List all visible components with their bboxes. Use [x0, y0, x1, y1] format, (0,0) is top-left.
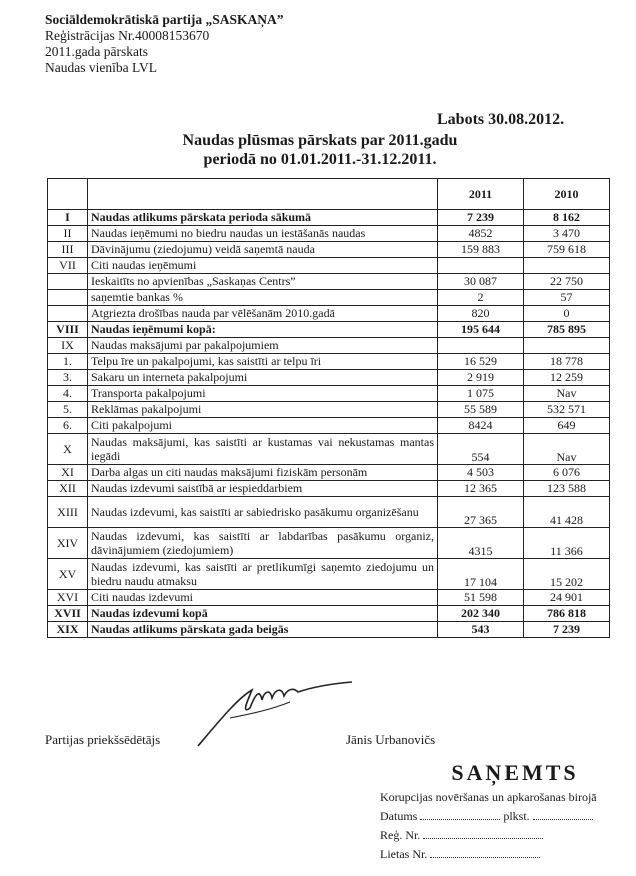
value-2011: 8424 [438, 418, 524, 434]
row-description: Reklāmas pakalpojumi [88, 402, 438, 418]
row-description: Atgriezta drošības nauda par vēlēšanām 2010.gadā [88, 306, 438, 322]
row-number: 1. [48, 354, 88, 370]
value-2010: Nav [524, 386, 610, 402]
value-2011: 55 589 [438, 402, 524, 418]
cash-flow-table [47, 178, 610, 638]
value-2010: 3 470 [524, 226, 610, 242]
row-number: 5. [48, 402, 88, 418]
value-2010: 532 571 [524, 402, 610, 418]
value-2011: 12 365 [438, 481, 524, 497]
row-number: XIII [48, 497, 88, 528]
row-description: Naudas maksājumi, kas saistīti ar kustamas vai nekustamas mantas iegādi [88, 434, 438, 465]
signature [190, 680, 360, 752]
value-2010: 786 818 [524, 606, 610, 622]
row-number: II [48, 226, 88, 242]
value-2010: 22 750 [524, 274, 610, 290]
row-description: Naudas izdevumi kopā [88, 606, 438, 622]
table-row [48, 226, 610, 242]
row-description: Ieskaitīts no apvienības „Saskaņas Centrs” [88, 274, 438, 290]
row-description: Naudas ieņēmumi no biedru naudas un iestāšanās naudas [88, 226, 438, 242]
row-description: Citi naudas izdevumi [88, 590, 438, 606]
row-number: XIV [48, 528, 88, 559]
value-2011: 4 503 [438, 465, 524, 481]
table-row [48, 354, 610, 370]
row-number: I [48, 210, 88, 226]
stamp-date-label: Datums [380, 809, 418, 823]
value-2010: 6 076 [524, 465, 610, 481]
value-2011: 51 598 [438, 590, 524, 606]
table-row [48, 274, 610, 290]
value-2010: 759 618 [524, 242, 610, 258]
value-2011: 159 883 [438, 242, 524, 258]
stamp-reg-line [380, 828, 610, 843]
value-2011: 4852 [438, 226, 524, 242]
row-description: Transporta pakalpojumi [88, 386, 438, 402]
received-stamp [380, 760, 610, 862]
value-2011: 554 [438, 434, 524, 465]
row-description: Naudas atlikums pārskata gada beigās [88, 622, 438, 638]
value-2011: 7 239 [438, 210, 524, 226]
value-2011: 2 [438, 290, 524, 306]
value-2011: 202 340 [438, 606, 524, 622]
value-2011 [438, 338, 524, 354]
table-row [48, 306, 610, 322]
party-name: Sociāldemokrātiskā partija „SASKAŅA” [45, 12, 284, 27]
value-2010: 11 366 [524, 528, 610, 559]
table-row [48, 242, 610, 258]
row-number: XII [48, 481, 88, 497]
stamp-title: SAŅEMTS [451, 760, 579, 785]
value-2010: 24 901 [524, 590, 610, 606]
table-row [48, 386, 610, 402]
amended-date: Labots 30.08.2012. [437, 111, 565, 128]
stamp-case-label: Lietas Nr. [380, 847, 428, 861]
table-row [48, 402, 610, 418]
value-2010: 41 428 [524, 497, 610, 528]
row-number: VIII [48, 322, 88, 338]
table-row [48, 290, 610, 306]
value-2011: 2 919 [438, 370, 524, 386]
table-row [48, 418, 610, 434]
table-row [48, 370, 610, 386]
row-description: saņemtie bankas % [88, 290, 438, 306]
chair-name: Jānis Urbanovičs [346, 732, 436, 747]
row-number: XV [48, 559, 88, 590]
row-description: Naudas maksājumi par pakalpojumiem [88, 338, 438, 354]
row-description: Citi pakalpojumi [88, 418, 438, 434]
value-2010: 12 259 [524, 370, 610, 386]
value-2010: 0 [524, 306, 610, 322]
table-row [48, 497, 610, 528]
header-cell-num [48, 179, 88, 210]
stamp-reg-label: Reģ. Nr. [380, 828, 421, 842]
row-description: Citi naudas ieņēmumi [88, 258, 438, 274]
stamp-org: Korupcijas novēršanas un apkarošanas birojā [380, 790, 597, 804]
row-description: Naudas izdevumi saistībā ar iespieddarbiem [88, 481, 438, 497]
table-row [48, 338, 610, 354]
row-number: VII [48, 258, 88, 274]
value-2011: 4315 [438, 528, 524, 559]
value-2011: 27 365 [438, 497, 524, 528]
currency-unit: Naudas vienība LVL [45, 60, 157, 75]
value-2010 [524, 338, 610, 354]
table-row [48, 559, 610, 590]
registration-number: Reģistrācijas Nr.40008153670 [45, 28, 210, 43]
value-2010: 8 162 [524, 210, 610, 226]
header-cell-desc [88, 179, 438, 210]
value-2010: 57 [524, 290, 610, 306]
value-2010 [524, 258, 610, 274]
row-number: XI [48, 465, 88, 481]
row-description: Naudas izdevumi, kas saistīti ar labdarības pasākumu organiz, dāvinājumiem (ziedojumiem) [88, 528, 438, 559]
table-row [48, 465, 610, 481]
row-number: XVII [48, 606, 88, 622]
row-number: XIX [48, 622, 88, 638]
value-2010: 7 239 [524, 622, 610, 638]
column-header-2011: 2011 [438, 179, 524, 210]
value-2010: Nav [524, 434, 610, 465]
value-2011: 195 644 [438, 322, 524, 338]
document-header [45, 12, 284, 76]
report-year: 2011.gada pārskats [45, 44, 148, 59]
row-description: Naudas izdevumi, kas saistīti ar sabiedrisko pasākumu organizēšanu [88, 497, 438, 528]
value-2010: 123 588 [524, 481, 610, 497]
value-2011: 1 075 [438, 386, 524, 402]
table-header-row [48, 179, 610, 210]
row-number [48, 274, 88, 290]
row-number: 4. [48, 386, 88, 402]
row-description: Sakaru un interneta pakalpojumi [88, 370, 438, 386]
row-description: Telpu īre un pakalpojumi, kas saistīti ar telpu īri [88, 354, 438, 370]
table-row [48, 258, 610, 274]
value-2010: 18 778 [524, 354, 610, 370]
row-number: IX [48, 338, 88, 354]
value-2011: 17 104 [438, 559, 524, 590]
row-number: XVI [48, 590, 88, 606]
table-row [48, 606, 610, 622]
row-description: Naudas izdevumi, kas saistīti ar pretlikumīgi saņemto ziedojumu un biedru naudu atmaksu [88, 559, 438, 590]
stamp-case-line [380, 847, 610, 862]
report-period: periodā no 01.01.2011.-31.12.2011. [203, 151, 437, 168]
row-number: 6. [48, 418, 88, 434]
row-number: 3. [48, 370, 88, 386]
table-row [48, 210, 610, 226]
table-row [48, 528, 610, 559]
row-number [48, 306, 88, 322]
value-2010: 15 202 [524, 559, 610, 590]
table-row [48, 481, 610, 497]
row-description: Dāvinājumu (ziedojumu) veidā saņemtā nauda [88, 242, 438, 258]
table-row [48, 622, 610, 638]
row-description: Naudas ieņēmumi kopā: [88, 322, 438, 338]
time-blank [533, 809, 593, 820]
table-row [48, 434, 610, 465]
value-2011: 543 [438, 622, 524, 638]
report-title: Naudas plūsmas pārskats par 2011.gadu [182, 132, 458, 149]
stamp-date-line [380, 809, 610, 824]
value-2010: 649 [524, 418, 610, 434]
row-number [48, 290, 88, 306]
row-description: Darba algas un citi naudas maksājumi fiziskām personām [88, 465, 438, 481]
chair-label: Partijas priekšsēdētājs [45, 732, 161, 747]
row-description: Naudas atlikums pārskata perioda sākumā [88, 210, 438, 226]
date-blank [420, 809, 500, 820]
reg-blank [423, 828, 543, 839]
row-number: X [48, 434, 88, 465]
case-blank [430, 847, 540, 858]
stamp-time-label: plkst. [503, 809, 530, 823]
value-2011 [438, 258, 524, 274]
table-row [48, 322, 610, 338]
value-2011: 30 087 [438, 274, 524, 290]
row-number: III [48, 242, 88, 258]
column-header-2010: 2010 [524, 179, 610, 210]
table-row [48, 590, 610, 606]
value-2011: 16 529 [438, 354, 524, 370]
value-2011: 820 [438, 306, 524, 322]
value-2010: 785 895 [524, 322, 610, 338]
